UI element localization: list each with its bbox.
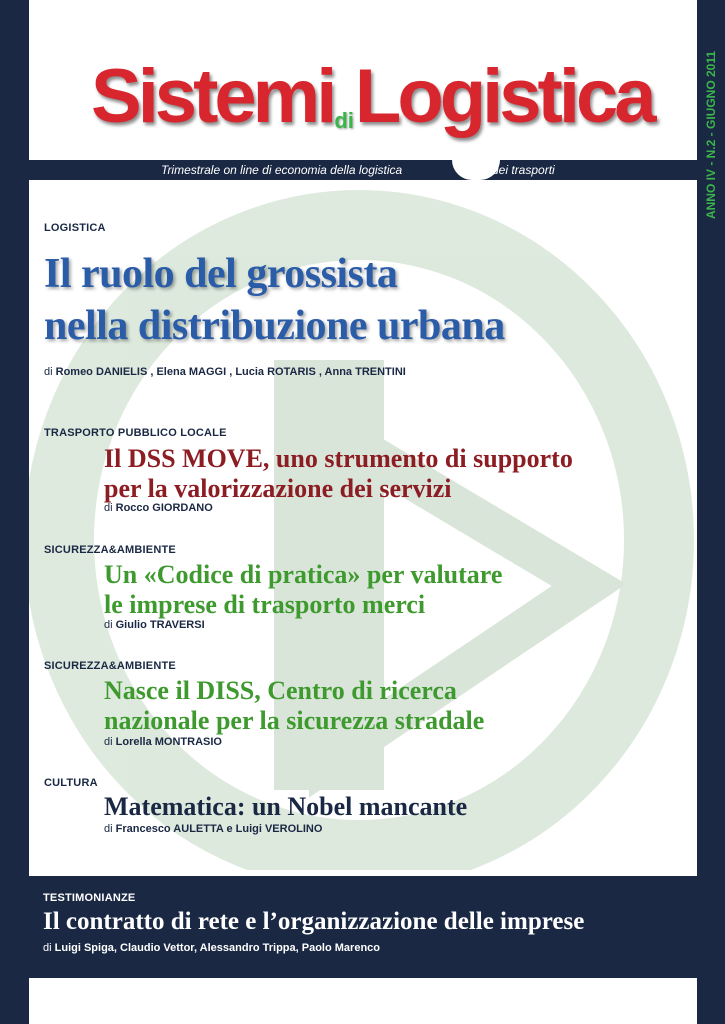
magazine-logo [91, 54, 653, 139]
lead-title[interactable] [44, 248, 505, 352]
left-frame [0, 0, 29, 1024]
section-label: TRASPORTO PUBBLICO LOCALE [44, 427, 227, 439]
byline-authors: Giulio TRAVERSI [115, 619, 205, 631]
article-title[interactable] [104, 444, 573, 504]
article-title-line: Un «Codice di pratica» per valutare [104, 560, 503, 589]
byline-prefix: di [43, 942, 52, 954]
bottom-byline [43, 942, 380, 954]
byline-authors: Luigi Spiga, Claudio Vettor, Alessandro Trippa, Paolo Marenco [54, 942, 380, 954]
article-title-line: Il DSS MOVE, uno strumento di supporto [104, 444, 573, 473]
article-byline [104, 736, 222, 748]
article-title-line: le imprese di trasporto merci [104, 590, 426, 619]
bottom-article-title[interactable]: Il contratto di rete e l’organizzazione delle imprese [43, 908, 585, 935]
section-label: SICUREZZA&AMBIENTE [44, 544, 176, 556]
tagline-left: Trimestrale on line di economia della logistica [161, 163, 403, 177]
tagline-bar [29, 160, 697, 180]
article-title[interactable] [104, 676, 484, 736]
section-label: LOGISTICA [44, 222, 106, 234]
lead-title-line: nella distribuzione urbana [44, 303, 505, 349]
logo-text-sistemi: Sistemi [91, 54, 334, 139]
issue-label: ANNO IV - N.2 - GIUGNO 2011 [704, 50, 718, 220]
byline-authors: Lorella MONTRASIO [115, 736, 222, 748]
article-byline [104, 502, 213, 514]
article-title-line: nazionale per la sicurezza stradale [104, 706, 485, 735]
article-title-line: per la valorizzazione dei servizi [104, 474, 452, 503]
article-byline [104, 823, 322, 835]
tagline-right: e dei trasporti [482, 163, 555, 177]
byline-prefix: di [44, 366, 53, 378]
lead-title-line: Il ruolo del grossista [44, 251, 398, 297]
section-label: CULTURA [44, 777, 98, 789]
byline-authors: Francesco AULETTA e Luigi VEROLINO [115, 823, 323, 835]
byline-authors: Romeo DANIELIS , Elena MAGGI , Lucia ROTARIS , Anna TRENTINI [55, 366, 406, 378]
article-title[interactable] [104, 792, 467, 822]
logo-text-logistica: Logistica [354, 54, 653, 139]
byline-prefix: di [104, 619, 113, 631]
byline-prefix: di [104, 502, 113, 514]
article-title-line: Matematica: un Nobel mancante [104, 792, 468, 821]
logo-text-di: di [334, 108, 354, 133]
byline-authors: Rocco GIORDANO [115, 502, 213, 514]
byline-prefix: di [104, 823, 113, 835]
masthead [29, 55, 697, 165]
article-title[interactable] [104, 560, 502, 620]
article-byline [104, 619, 205, 631]
byline-prefix: di [104, 736, 113, 748]
article-title-line: Nasce il DISS, Centro di ricerca [104, 676, 457, 705]
section-label: TESTIMONIANZE [43, 892, 136, 904]
section-label: SICUREZZA&AMBIENTE [44, 660, 176, 672]
testimonianze-band [29, 876, 697, 978]
lead-byline [44, 366, 406, 378]
